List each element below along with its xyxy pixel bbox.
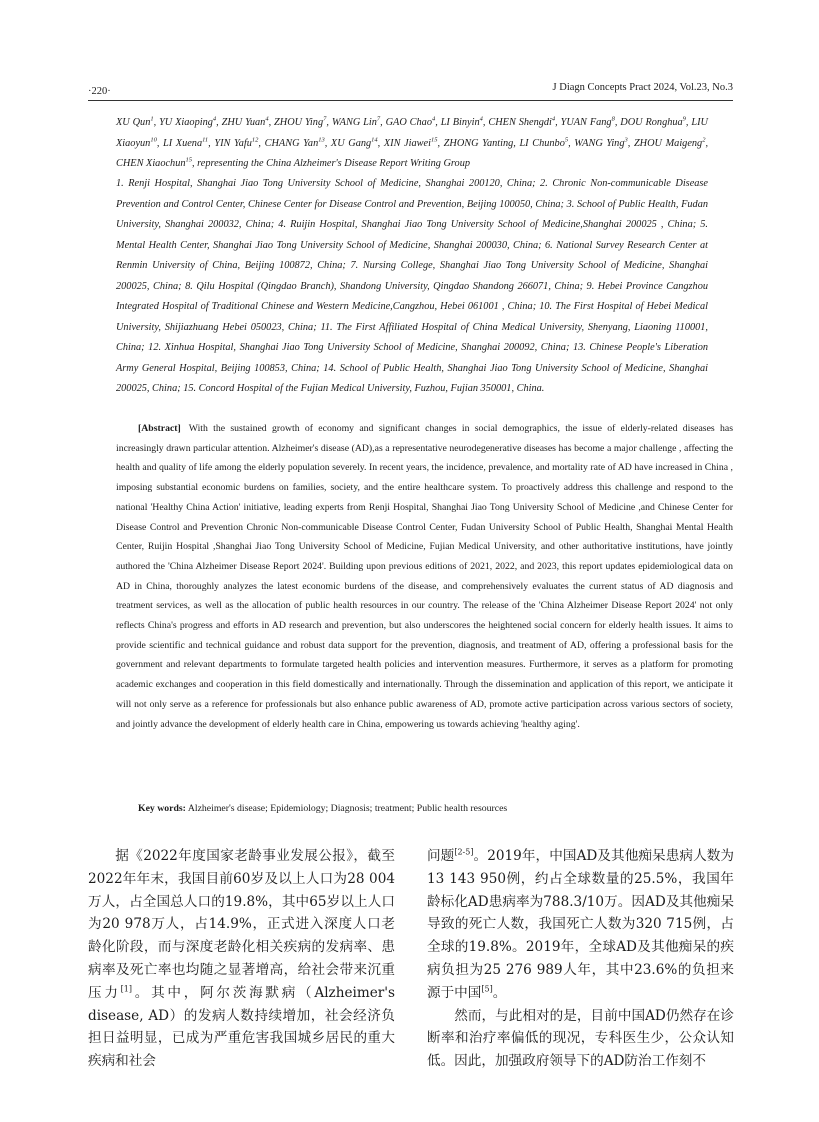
- author-affiliation-mark: 7: [323, 115, 327, 123]
- body-text: 然而，与此相对的是，目前中国AD仍然存在诊断率和治疗率偏低的现况，专科医生少，公众认知低。因此，加强政府领导下的AD防治工作刻不: [427, 1007, 734, 1070]
- author-name: YIN Yafu: [214, 137, 252, 149]
- author-name: LI Xuena: [163, 137, 203, 149]
- body-column-left: [88, 845, 395, 1073]
- keywords: [138, 800, 733, 818]
- author-name: CHANG Yan: [264, 137, 319, 149]
- body-paragraph: [427, 845, 734, 1005]
- body-text: 据《2022年度国家老龄事业发展公报》，截至2022年年末，我国目前60岁及以上人口为28 004万人，占全国总人口的19.8%，其中65岁以上人口为20 978万人，占14.9%，正式进入深度人口老龄化阶段，而与深度老龄化相关疾病的发病率、患病率及死亡率也均随之显著增高，给社会带来沉重压力: [88, 848, 395, 1001]
- keywords-label: Key words:: [138, 803, 186, 814]
- author-name: ZHU Yuan: [221, 117, 266, 128]
- author-affiliation-mark: 5: [564, 136, 569, 144]
- citation-ref[interactable]: [1]: [120, 984, 133, 994]
- body-text: 问题: [427, 848, 455, 864]
- abstract-label: [Abstract]: [138, 423, 181, 434]
- author-affiliation-mark: 13: [318, 136, 325, 144]
- keywords-text: Alzheimer's disease; Epidemiology; Diagnosis; treatment; Public health resources: [187, 803, 508, 814]
- author-affiliation-mark: 4: [551, 115, 556, 123]
- abstract-text: With the sustained growth of economy and significant changes in social demographics, the issue of elderly-related diseases has increasingly drawn particular attention. Alzheimer's disease (AD),as a representative neurodegenerative diseases has become a major challenge , affecting the health and quality of life among the elderly population severely. In recent years, the incidence, prevalence, and mortality rate of AD have increased in China , imposing substantial economic burdens on families, society, and the entire healthcare system. To proactively address this challenge and respond to the national 'Healthy China Action' initiative, leading experts from Renji Hospital, Shanghai Jiao Tong University School of Medicine ,and Chinese Center for Disease Control and Prevention Chronic Non-communicable Disease Control Center, Fudan University School of Public Health, Shanghai Mental Health Center, Ruijin Hospital ,Shanghai Jiao Tong University School of Medicine, Fujian Medical University, and other authoritative institutions, have jointly authored the 'China Alzheimer Disease Report 2024'. Building upon previous editions of 2021, 2022, and 2023, this report updates epidemiological data on AD in China, thoroughly analyzes the latest economic burdens of the disease, and comprehensively evaluates the current status of AD diagnosis and treatment services, as well as the allocation of public health resources in our country. The release of the 'China Alzheimer Disease Report 2024' not only reflects China's progress and efforts in AD research and prevention, but also underscores the heightened social concern for elderly health issues. It aims to provide scientific and technical guidance and robust data support for the prevention, diagnosis, and treatment of AD, offering a professional basis for the government and relevant departments to formulate targeted health policies and intervention measures. Furthermore, it serves as a platform for promoting academic exchanges and cooperation in this field domestically and internationally. Through the dissemination and application of this report, we anticipate it will not only serve as a reference for professionals but also enhance public awareness of AD, promote active participation across various sectors of society, and jointly advance the development of elderly health care in China, empowering us towards achieving 'healthy aging'.: [116, 423, 733, 730]
- author-name: DOU Ronghua: [620, 117, 683, 128]
- author-name: XU Qun: [116, 117, 151, 128]
- author-name: ZHONG Yanting, LI Chunbo: [443, 137, 565, 149]
- body-text: 。其中，阿尔茨海默病（Alzheimer's disease, AD）的发病人数持续增加，社会经济负担日益明显，已成为严重危害我国城乡居民的重大疾病和社会: [88, 984, 396, 1070]
- author-affiliation-mark: 10: [150, 136, 157, 144]
- author-affiliation-mark: 1: [150, 115, 154, 123]
- author-name: XU Gang: [330, 137, 372, 149]
- running-head: [88, 80, 733, 100]
- header-rule: [88, 100, 733, 101]
- author-name: WANG Lin: [331, 117, 377, 128]
- author-affiliation-mark: 3: [624, 136, 628, 144]
- citation-ref[interactable]: [2-5]: [454, 847, 474, 857]
- author-affiliation-mark: 14: [371, 136, 378, 144]
- body-paragraph: [88, 845, 395, 1073]
- citation-ref[interactable]: [5]: [481, 984, 493, 994]
- author-affiliation-mark: 15: [185, 156, 192, 164]
- author-name: CHEN Xiaochun: [116, 158, 186, 169]
- author-affiliation-mark: 11: [202, 136, 209, 144]
- author-name: CHEN Shengdi: [488, 117, 552, 128]
- body-text: 。: [492, 984, 507, 1001]
- author-affiliation-mark: 4: [479, 115, 483, 123]
- author-affiliation-mark: 4: [212, 115, 217, 123]
- body-column-right: [427, 845, 734, 1073]
- author-name: LI Binyin: [440, 117, 480, 128]
- author-name: WANG Ying: [574, 137, 625, 149]
- author-affiliation-mark: 4: [431, 115, 436, 123]
- author-name: XIN Jiawei: [383, 137, 431, 149]
- author-name: GAO Chao: [385, 117, 432, 128]
- author-name: ZHOU Maigeng: [633, 137, 703, 149]
- body-paragraph: [427, 1005, 734, 1073]
- author-affiliation-mark: 2: [702, 136, 706, 144]
- author-affiliation-mark: 7: [376, 115, 381, 123]
- author-name: ZHOU Ying: [274, 117, 324, 128]
- journal-citation: J Diagn Concepts Pract 2024, Vol.23, No.3: [552, 82, 733, 93]
- author-name: YUAN Fang: [560, 117, 612, 128]
- author-affiliation-mark: 15: [430, 136, 438, 144]
- author-affiliation-mark: 4: [265, 115, 269, 123]
- author-affiliation-mark: 9: [682, 115, 686, 123]
- author-list: XU Qun$^1$, YU Xiaoping$^4$, ZHU Yuan$^4$, ZHOU Ying$^7$, WANG Lin$^7$, GAO Chao$^4$, LI Binyin$^4$, CHEN Shengdi$^4$, YUAN Fang$^8$, DOU Ronghua$^9$, LIU Xiaoyun$^{10}$, LI Xuena$^{11}$, YIN Yafu$^{12}$, CHANG Yan$^{13}$, XU Gang$^{14}$, XIN Jiawei$^{15}$, ZHONG Yanting, LI Chunbo$^5$, WANG Ying$^3$, ZHOU Maigeng$^2$, CHEN Xiaochun$^{15}$, representing the China Alzheimer's Disease Report Writing Group: [116, 115, 709, 169]
- author-affiliation-mark: 12: [251, 136, 259, 144]
- body-text: 。2019年，中国AD及其他痴呆患病人数为13 143 950例，约占全球数量的25.5%，我国年龄标化AD患病率为788.3/10万。因AD及其他痴呆导致的死亡人数，我国死亡人数为320 715例，占全球的19.8%。2019年，全球AD及其他痴呆的疾病负担为25 276 989人年，其中23.6%的负担来源于中国: [427, 848, 734, 1001]
- abstract: [116, 419, 733, 734]
- affiliations: 1. Renji Hospital, Shanghai Jiao Tong University School of Medicine, Shanghai 200120, China; 2. Chronic Non-communicable Disease Prevention and Control Center, Chinese Center for Disease Control and Prevention, Beijing 100050, China; 3. School of Public Health, Fudan University, Shanghai 200032, China; 4. Ruijin Hospital, Shanghai Jiao Tong University School of Medicine,Shanghai 200025 , China; 5. Mental Health Center, Shanghai Jiao Tong University School of Medicine, Shanghai 200030, China; 6. National Survey Research Center at Renmin University of China, Beijing 100872, China; 7. Nursing College, Shanghai Jiao Tong University School of Medicine, Shanghai 200025, China; 8. Qilu Hospital (Qingdao Branch), Shandong University, Qingdao Shandong 266071, China; 9. Hebei Province Cangzhou Integrated Hospital of Traditional Chinese and Western Medicine,Cangzhou, Hebei 061001 , China; 10. The First Hospital of Hebei Medical University, Shijiazhuang Hebei 050023, China; 11. The First Affiliated Hospital of China Medical University, Shenyang, Liaoning 110001, China; 12. Xinhua Hospital, Shanghai Jiao Tong University School of Medicine, Shanghai 200092, China; 13. Chinese People's Liberation Army General Hospital, Beijing 100853, China; 14. School of Public Health, Shanghai Jiao Tong University School of Medicine, Shanghai 200025, China; 15. Concord Hospital of the Fujian Medical University, Fuzhou, Fujian 350001, China.: [116, 178, 708, 394]
- author-group-note: , representing the China Alzheimer's Disease Report Writing Group: [192, 158, 471, 169]
- page-number: ·220·: [88, 86, 111, 97]
- author-name: LIU Xiaoyun: [116, 117, 708, 149]
- author-affiliation-mark: 8: [611, 115, 615, 123]
- author-name: YU Xiaoping: [159, 117, 213, 128]
